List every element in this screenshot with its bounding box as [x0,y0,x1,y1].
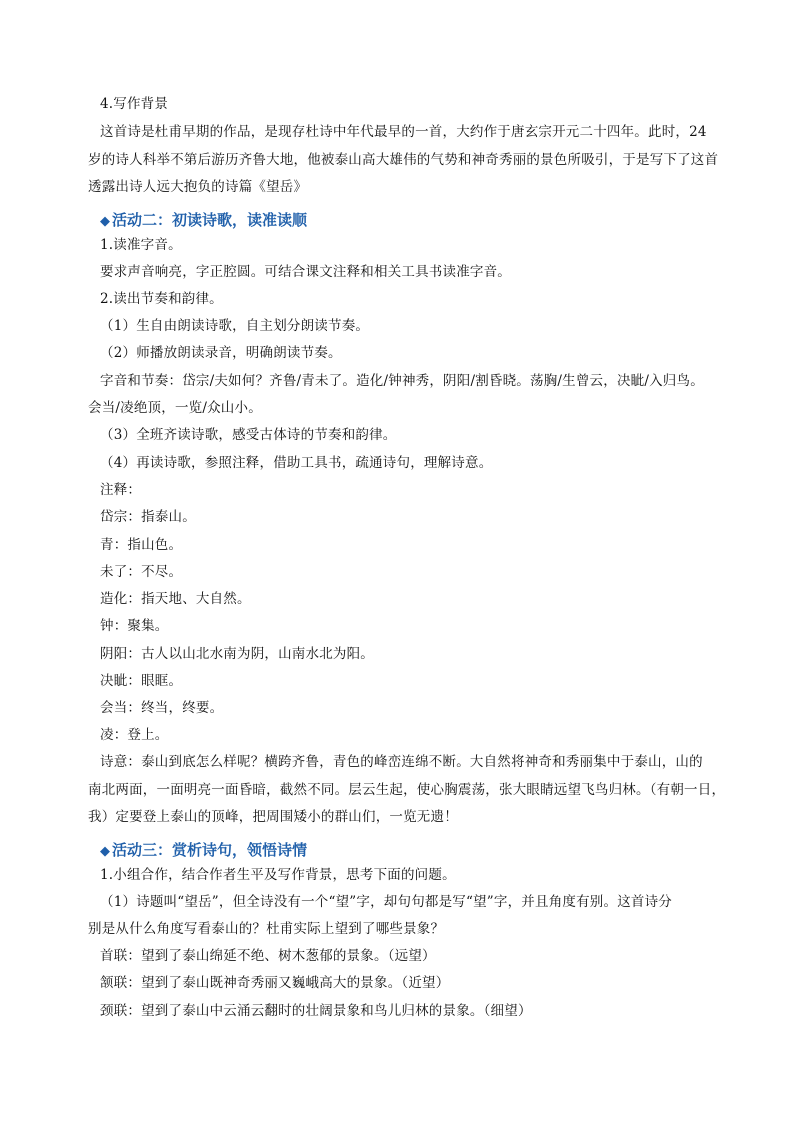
note-item: 岱宗：指泰山。 [100,509,196,525]
background-paragraph-line-1: 这首诗是杜甫早期的作品，是现存杜诗中年代最早的一首，大约作于唐玄宗开元二十四年。此时，24 [100,124,707,140]
note-item: 决眦：眼眶。 [100,673,183,689]
activity2-heading-text: 活动二：初读诗歌，读准读顺 [112,211,308,229]
activity3-line-1: 1.小组合作，结合作者生平及写作背景，思考下面的问题。 [100,867,456,883]
activity3-answer-1: 首联：望到了泰山绵延不绝、树木葱郁的景象。（远望） [100,948,436,964]
activity2-line-8: （3）全班齐读诗歌，感受古体诗的节奏和韵律。 [100,427,397,443]
activity2-line-9: （4）再读诗歌，参照注释，借助工具书，疏通诗句，理解诗意。 [100,455,493,471]
activity2-line-5: （2）师播放朗读录音，明确朗读节奏。 [100,345,342,361]
note-item: 钟：聚集。 [100,618,169,634]
activity2-heading [100,209,307,233]
background-paragraph-line-2: 岁的诗人科举不第后游历齐鲁大地，他被泰山高大雄伟的气势和神奇秀丽的景色所吸引，于是写下了这首 [88,152,719,168]
activity3-answer-2: 颔联：望到了泰山既神奇秀丽又巍峨高大的景象。（近望） [100,975,450,991]
note-item: 凌：登上。 [100,727,169,743]
note-item: 会当：终当，终要。 [100,700,224,716]
activity3-answer-3: 颈联：望到了泰山中云涌云翻时的壮阔景象和鸟儿归林的景象。（细望） [100,1003,532,1019]
activity3-heading [100,839,307,863]
meaning-line-1: 诗意：泰山到底怎么样呢？横跨齐鲁，青色的峰峦连绵不断。大自然将神奇和秀丽集中于泰山，山的 [100,754,703,770]
activity2-line-7: 会当/凌绝顶，一览/众山小。 [88,400,262,416]
activity3-question-line-1: （1）诗题叫“望岳”，但全诗没有一个“望”字，却句句都是写“望”字，并且角度有别。这首诗分 [100,894,672,910]
activity3-heading-text: 活动三：赏析诗句，领悟诗情 [112,841,308,859]
diamond-icon: ◆ [100,844,110,859]
activity2-line-2: 要求声音响亮，字正腔圆。可结合课文注释和相关工具书读准字音。 [100,264,511,280]
note-item: 青：指山色。 [100,537,183,553]
activity2-line-1: 1.读准字音。 [100,237,182,253]
note-item: 造化：指天地、大自然。 [100,591,251,607]
activity2-line-4: （1）生自由朗读诗歌，自主划分朗读节奏。 [100,318,370,334]
meaning-line-3: 我）定要登上泰山的顶峰，把周围矮小的群山们，一览无遗！ [88,809,458,825]
diamond-icon: ◆ [100,214,110,229]
activity2-line-3: 2.读出节奏和韵律。 [100,291,223,307]
activity3-question-line-2: 别是从什么角度写看泰山的？杜甫实际上望到了哪些景象？ [88,921,445,937]
note-item: 未了：不尽。 [100,564,183,580]
activity2-line-6: 字音和节奏：岱宗/夫如何？齐鲁/青未了。造化/钟神秀，阴阳/割昏晓。荡胸/生曾云，决眦/入归鸟。 [100,373,704,389]
meaning-line-2: 南北两面，一面明亮一面昏暗，截然不同。层云生起，使心胸震荡，张大眼睛远望飞鸟归林。（有朝一日， [88,782,726,798]
notes-title: 注释： [100,482,142,498]
note-item: 阴阳：古人以山北水南为阴，山南水北为阳。 [100,646,374,662]
background-paragraph-line-3: 透露出诗人远大抱负的诗篇《望岳》 [88,179,308,195]
background-title: 4.写作背景 [100,96,169,112]
